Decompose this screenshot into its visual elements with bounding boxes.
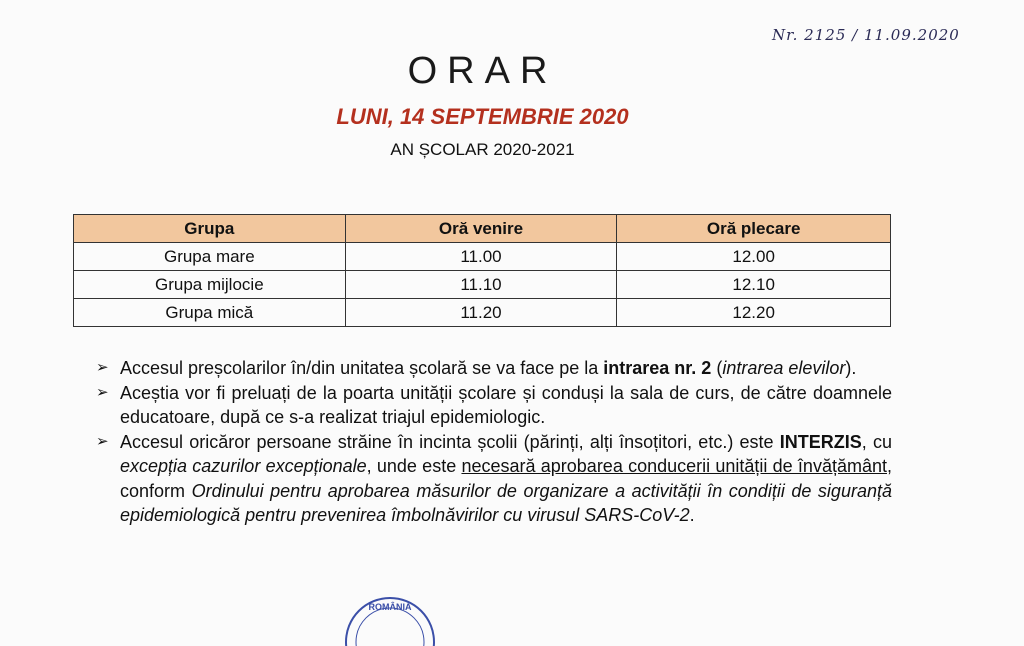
note-span: . xyxy=(689,505,695,525)
note-span: ( xyxy=(711,358,723,378)
note-span: ). xyxy=(845,358,857,378)
note-item-pickup xyxy=(96,381,892,430)
table-row xyxy=(74,299,891,327)
note-bold: intrarea nr. 2 xyxy=(603,358,712,378)
school-year: AN ȘCOLAR 2020-2021 xyxy=(390,140,575,159)
table-row xyxy=(74,271,891,299)
note-span: , conform xyxy=(120,456,892,501)
schedule-date: LUNI, 14 SEPTEMBRIE 2020 xyxy=(336,104,629,129)
header-arrival: Oră venire xyxy=(345,215,617,243)
note-item-access xyxy=(96,430,892,528)
table-header-row xyxy=(74,215,891,243)
arrow-bullet-icon: ➢ xyxy=(96,359,109,376)
note-bold: INTERZIS xyxy=(779,431,862,452)
notes-list xyxy=(96,356,892,528)
note-text xyxy=(120,430,892,528)
page-title: ORAR xyxy=(407,50,558,92)
cell-group: Grupa mare xyxy=(74,243,346,271)
note-span: , cu xyxy=(861,431,893,452)
note-span: Accesul preșcolarilor în/din unitatea școlară se va face pe la xyxy=(120,358,604,378)
arrow-bullet-icon: ➢ xyxy=(96,383,109,401)
registration-number: Nr. 2125 / 11.09.2020 xyxy=(772,26,960,44)
note-span: Accesul oricăror persoane străine în incinta școlii (părinți, alți însoțitori, etc.) este xyxy=(120,431,780,452)
cell-arrival: 11.00 xyxy=(345,243,617,271)
note-underline: necesară aprobarea conducerii unității de învățământ xyxy=(461,456,887,476)
cell-arrival: 11.20 xyxy=(345,299,617,327)
header-departure: Oră plecare xyxy=(617,215,891,243)
note-text: Aceștia vor fi preluați de la poarta unității școlare și conduși la sala de curs, de către doamnele educatoare, după ce s-a realizat triajul epidemiologic. xyxy=(120,382,892,427)
stamp-text: ROMÂNIA xyxy=(368,602,412,612)
note-text xyxy=(120,356,892,381)
note-italic: intrarea elevilor xyxy=(722,358,846,378)
cell-departure: 12.00 xyxy=(617,243,891,271)
note-span: , unde este xyxy=(366,456,462,476)
cell-group: Grupa mică xyxy=(74,299,346,327)
stamp-seal-icon xyxy=(345,592,435,646)
header-group: Grupa xyxy=(74,215,346,243)
note-italic: Ordinului pentru aprobarea măsurilor de organizare a activității în condiții de siguranță epidemiologică pentru prevenirea îmbolnăvirilor cu virusul SARS-CoV-2 xyxy=(120,480,892,525)
arrow-bullet-icon: ➢ xyxy=(96,432,109,450)
table-row xyxy=(74,243,891,271)
note-item-entrance xyxy=(96,356,892,381)
cell-departure: 12.10 xyxy=(617,271,891,299)
schedule-table xyxy=(73,214,891,327)
cell-arrival: 11.10 xyxy=(345,271,617,299)
cell-departure: 12.20 xyxy=(617,299,891,327)
note-italic: excepția cazurilor excepționale xyxy=(120,456,367,476)
cell-group: Grupa mijlocie xyxy=(74,271,346,299)
